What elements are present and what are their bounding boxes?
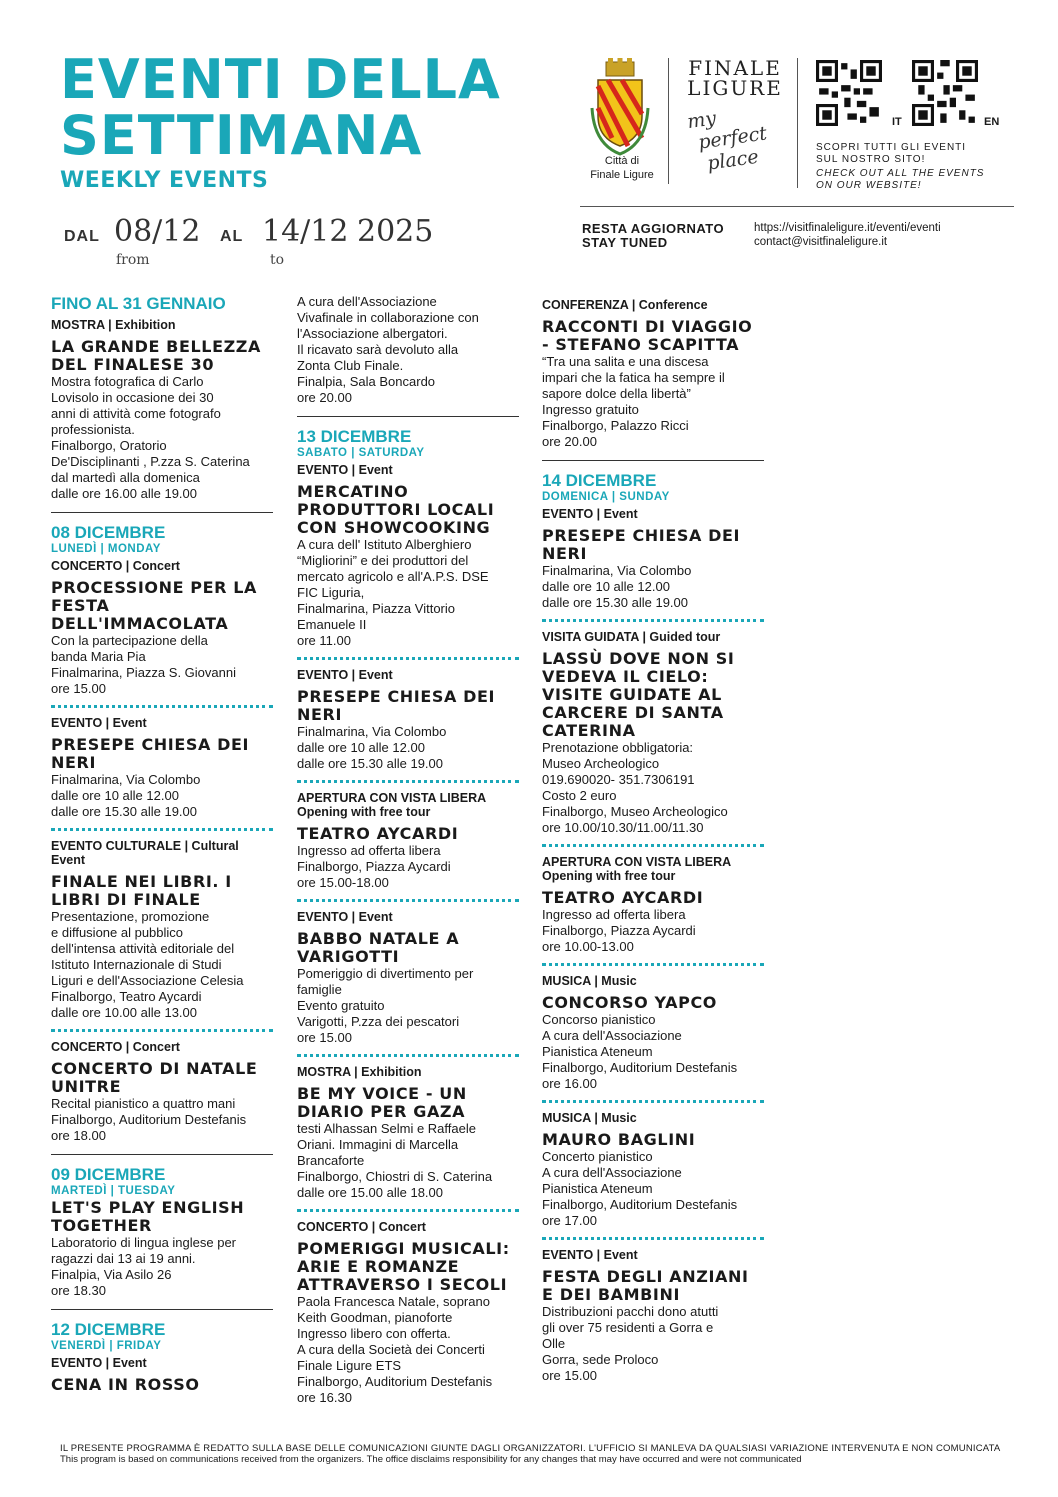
event-detail: dell'intensa attività editoriale del	[51, 941, 235, 956]
citta-line2: Finale Ligure	[590, 169, 654, 181]
event-detail: A cura dell'Associazione	[297, 294, 437, 309]
event-detail: dalle ore 10 alle 12.00	[542, 579, 670, 594]
event-detail: Finalborgo, Teatro Aycardi	[51, 989, 202, 1004]
event-detail: Gorra, sede Proloco	[542, 1352, 659, 1367]
date-heading: 12 DICEMBRE	[51, 1320, 166, 1339]
event-title: RACCONTI DI VIAGGIO - STEFANO SCAPITTA	[542, 317, 753, 354]
event-detail: dal martedì alla domenica	[51, 470, 200, 485]
disclaimer-it: IL PRESENTE PROGRAMMA È REDATTO SULLA BASE DELLE COMUNICAZIONI GIUNTE DAGLI ORGANIZZATORI. L'UFFICIO SI MANLEVA DA QUALSIASI VARIAZIONE INTERVENUTA E NON COMUNICATA	[60, 1443, 1001, 1454]
event-detail: Finalborgo, Piazza Aycardi	[297, 859, 451, 874]
event-title: LA GRANDE BELLEZZA DEL FINALESE 30	[51, 337, 261, 374]
event-item	[542, 855, 764, 955]
event-detail: Finalborgo, Auditorium Destefanis	[297, 1374, 493, 1389]
event-detail: ore 18.00	[51, 1128, 106, 1143]
event-detail: Distribuzioni pacchi dono atutti	[542, 1304, 719, 1319]
qr-it-label: IT	[892, 116, 902, 128]
event-detail: ore 11.00	[297, 633, 351, 648]
page-title-line1: EVENTI DELLA	[60, 48, 501, 111]
event-category: EVENTO | Event	[542, 1248, 638, 1262]
event-detail: ore 10.00-13.00	[542, 939, 634, 954]
event-category: MOSTRA | Exhibition	[297, 1065, 422, 1079]
event-detail: 019.690020- 351.7306191	[542, 772, 695, 787]
dal-label: DAL	[64, 228, 100, 245]
event-divider	[51, 1029, 273, 1032]
logo-tagline	[686, 97, 794, 176]
finale-ligure-logo	[680, 58, 790, 98]
scopri-text	[816, 142, 966, 166]
header-divider-2	[797, 58, 798, 188]
email-link[interactable]: contact@visitfinaleligure.it	[754, 236, 888, 248]
event-title: CONCORSO YAPCO	[542, 993, 718, 1012]
day-heading: VENERDÌ | FRIDAY	[51, 1340, 162, 1352]
event-category: MUSICA | Music	[542, 1111, 637, 1125]
date-header	[51, 1320, 273, 1352]
event-detail: l'Associazione albergatori.	[297, 326, 448, 341]
event-detail: Vivafinale in collaborazione con	[297, 310, 479, 325]
header-divider	[668, 58, 669, 184]
event-detail: Varigotti, P.zza dei pescatori	[297, 1014, 460, 1029]
section-divider	[51, 1154, 273, 1155]
event-detail: FIC Liguria,	[297, 585, 365, 600]
event-detail: Ingresso ad offerta libera	[542, 907, 686, 922]
event-title: BE MY VOICE - UN DIARIO PER GAZA	[297, 1084, 467, 1121]
event-divider	[51, 828, 273, 831]
event-detail: Ingresso libero con offerta.	[297, 1326, 451, 1341]
event-detail: ore 15.00-18.00	[297, 875, 389, 890]
event-detail: Finalmarina, Via Colombo	[51, 772, 201, 787]
event-category: APERTURA CON VISTA LIBERA Opening with free tour	[297, 791, 486, 819]
header-rule	[580, 206, 1014, 207]
day-heading: DOMENICA | SUNDAY	[542, 491, 670, 503]
logo-tag2: perfect	[696, 122, 769, 154]
date-to: 14/12	[262, 214, 349, 249]
event-item	[297, 294, 519, 406]
event-detail: Ingresso ad offerta libera	[297, 843, 441, 858]
event-detail: Laboratorio di lingua inglese per	[51, 1235, 237, 1250]
event-title: PRESEPE CHIESA DEI NERI	[297, 687, 496, 724]
logo-line2: LIGURE	[687, 76, 783, 100]
date-header	[51, 523, 273, 555]
event-detail: Olle	[542, 1336, 566, 1351]
event-detail: dalle ore 10.00 alle 13.00	[51, 1005, 198, 1020]
event-detail: Emanuele II	[297, 617, 367, 632]
event-detail: Finalmarina, Piazza Vittorio	[297, 601, 455, 616]
event-item	[297, 910, 519, 1046]
event-detail: Museo Archeologico	[542, 756, 660, 771]
event-detail: mercato agricolo e all'A.P.S. DSE	[297, 569, 489, 584]
event-title: LASSÙ DOVE NON SI VEDEVA IL CIELO: VISITE GUIDATE AL CARCERE DI SANTA CATERINA	[542, 649, 735, 740]
event-category: CONCERTO | Concert	[51, 1040, 180, 1054]
event-detail: Prenotazione obbligatoria:	[542, 740, 694, 755]
event-detail: Zonta Club Finale.	[297, 358, 404, 373]
event-detail: Con la partecipazione della	[51, 633, 208, 648]
event-title: CENA IN ROSSO	[51, 1375, 200, 1394]
event-detail: Finalmarina, Piazza S. Giovanni	[51, 665, 236, 680]
events-column-1	[51, 294, 273, 1394]
event-title: BABBO NATALE A VARIGOTTI	[297, 929, 460, 966]
scopri-line1: SCOPRI TUTTI GLI EVENTI	[816, 142, 967, 153]
event-item	[542, 630, 764, 836]
event-item	[297, 1220, 519, 1406]
event-detail: dalle ore 16.00 alle 19.00	[51, 486, 198, 501]
event-title: MERCATINO PRODUTTORI LOCALI CON SHOWCOOKING	[297, 482, 495, 537]
section-divider	[297, 416, 519, 417]
event-detail: Concerto pianistico	[542, 1149, 653, 1164]
event-detail: ore 18.30	[51, 1283, 106, 1298]
event-detail: ore 20.00	[542, 434, 597, 449]
event-detail: Brancaforte	[297, 1153, 365, 1168]
logo-tag1: my	[685, 107, 718, 134]
to-label: to	[270, 252, 285, 268]
event-category: APERTURA CON VISTA LIBERA Opening with free tour	[542, 855, 731, 883]
event-item	[542, 1248, 764, 1384]
event-detail: Finale Ligure ETS	[297, 1358, 402, 1373]
event-item	[51, 318, 273, 502]
event-detail: Pianistica Ateneum	[542, 1181, 653, 1196]
event-category: VISITA GUIDATA | Guided tour	[542, 630, 721, 644]
event-detail: dalle ore 15.30 alle 19.00	[297, 756, 444, 771]
event-detail: gli over 75 residenti a Gorra e	[542, 1320, 714, 1335]
logo-tag3: place	[705, 145, 760, 175]
event-detail: Lovisolo in occasione dei 30	[51, 390, 214, 405]
event-detail: Finalmarina, Via Colombo	[542, 563, 692, 578]
event-item	[542, 507, 764, 611]
event-detail: testi Alhassan Selmi e Raffaele	[297, 1121, 476, 1136]
event-category: EVENTO | Event	[51, 1356, 147, 1370]
event-detail: ore 20.00	[297, 390, 352, 405]
event-title: POMERIGGI MUSICALI: ARIE E ROMANZE ATTRAVERSO I SECOLI	[297, 1239, 510, 1294]
event-detail: Finalpia, Via Asilo 26	[51, 1267, 172, 1282]
page-subtitle: WEEKLY EVENTS	[60, 168, 269, 193]
event-detail: professionista.	[51, 422, 135, 437]
event-title: TEATRO AYCARDI	[297, 824, 459, 843]
event-category: CONCERTO | Concert	[297, 1220, 426, 1234]
event-detail: ore 16.30	[297, 1390, 352, 1405]
event-detail: Finalborgo, Museo Archeologico	[542, 804, 728, 819]
event-divider	[542, 1100, 764, 1103]
event-title: MAURO BAGLINI	[542, 1130, 696, 1149]
event-detail: Presentazione, promozione	[51, 909, 210, 924]
event-title: PRESEPE CHIESA DEI NERI	[51, 735, 250, 772]
event-detail: sapore dolce della libertà”	[542, 386, 691, 401]
from-label: from	[116, 252, 150, 268]
day-heading: LUNEDÌ | MONDAY	[51, 543, 161, 555]
date-from: 08/12	[114, 214, 201, 249]
event-detail: A cura della Società dei Concerti	[297, 1342, 485, 1357]
checkout-line2: ON OUR WEBSITE!	[816, 180, 922, 191]
event-detail: Finalborgo, Auditorium Destefanis	[542, 1060, 738, 1075]
event-item	[51, 559, 273, 697]
event-item	[51, 716, 273, 820]
scopri-line2: SUL NOSTRO SITO!	[816, 154, 926, 165]
event-detail: anni di attività come fotografo	[51, 406, 221, 421]
event-detail: ore 15.00	[51, 681, 106, 696]
disclaimer-en: This program is based on communications received from the organizers. The office disclaims responsibility for any changes that may have occurred and were not communicated	[60, 1454, 802, 1465]
website-link[interactable]: https://visitfinaleligure.it/eventi/eventi	[754, 222, 941, 234]
event-divider	[297, 1209, 519, 1212]
date-heading: 08 DICEMBRE	[51, 523, 166, 542]
event-detail: Evento gratuito	[297, 998, 385, 1013]
event-divider	[542, 1237, 764, 1240]
event-item	[297, 668, 519, 772]
event-title: PROCESSIONE PER LA FESTA DELL'IMMACOLATA	[51, 578, 258, 633]
section-divider	[51, 1309, 273, 1310]
event-category: EVENTO | Event	[542, 507, 638, 521]
event-detail: dalle ore 10 alle 12.00	[51, 788, 179, 803]
contact-links	[754, 221, 941, 249]
event-item	[297, 1065, 519, 1201]
events-column-2	[297, 294, 519, 1406]
event-title: LET'S PLAY ENGLISH TOGETHER	[51, 1198, 245, 1235]
event-detail: Finalpia, Sala Boncardo	[297, 374, 436, 389]
event-detail: Oriani. Immagini di Marcella	[297, 1137, 459, 1152]
date-header	[51, 1165, 273, 1197]
event-divider	[542, 963, 764, 966]
event-detail: Pianistica Ateneum	[542, 1044, 653, 1059]
event-detail: De'Disciplinanti , P.zza S. Caterina	[51, 454, 250, 469]
event-divider	[297, 1054, 519, 1057]
event-detail: Costo 2 euro	[542, 788, 617, 803]
event-divider	[542, 619, 764, 622]
event-detail: ore 15.00	[297, 1030, 352, 1045]
event-detail: Recital pianistico a quattro mani	[51, 1096, 236, 1111]
event-detail: dalle ore 10 alle 12.00	[297, 740, 425, 755]
event-detail: Finalborgo, Chiostri di S. Caterina	[297, 1169, 493, 1184]
event-item	[51, 839, 273, 1021]
event-detail: “Migliorini” e dei produttori del	[297, 553, 469, 568]
event-category: EVENTO | Event	[297, 463, 393, 477]
city-name	[572, 154, 672, 182]
event-detail: Ingresso gratuito	[542, 402, 639, 417]
city-crest-icon	[588, 58, 652, 158]
event-divider	[297, 899, 519, 902]
event-item	[297, 791, 519, 891]
day-heading: SABATO | SATURDAY	[297, 447, 425, 459]
event-detail: Finalmarina, Via Colombo	[297, 724, 447, 739]
event-title: PRESEPE CHIESA DEI NERI	[542, 526, 741, 563]
date-header	[51, 294, 273, 314]
event-category: EVENTO | Event	[297, 668, 393, 682]
event-detail: ragazzi dai 13 ai 19 anni.	[51, 1251, 196, 1266]
event-detail: ore 15.00	[542, 1368, 597, 1383]
date-year: 2025	[357, 214, 434, 249]
event-detail: Finalborgo, Piazza Aycardi	[542, 923, 696, 938]
events-column-3	[542, 294, 764, 1384]
event-detail: Keith Goodman, pianoforte	[297, 1310, 453, 1325]
event-title: FINALE NEI LIBRI. I LIBRI DI FINALE	[51, 872, 232, 909]
event-title: TEATRO AYCARDI	[542, 888, 704, 907]
qr-code-it-icon[interactable]	[816, 60, 882, 126]
event-detail: Paola Francesca Natale, soprano	[297, 1294, 490, 1309]
date-heading: FINO AL 31 GENNAIO	[51, 294, 226, 313]
event-detail: dalle ore 15.00 alle 18.00	[297, 1185, 444, 1200]
event-detail: banda Maria Pia	[51, 649, 146, 664]
page-title-line2: SETTIMANA	[60, 104, 423, 167]
event-category: EVENTO CULTURALE | Cultural Event	[51, 839, 239, 867]
checkout-text	[816, 168, 984, 192]
event-category: EVENTO | Event	[51, 716, 147, 730]
event-item	[51, 1199, 273, 1299]
event-detail: dalle ore 15.30 alle 19.00	[542, 595, 689, 610]
resta-line2: STAY TUNED	[582, 235, 668, 250]
event-detail: Pomeriggio di divertimento per	[297, 966, 474, 981]
stay-tuned	[582, 222, 724, 250]
event-detail: ore 17.00	[542, 1213, 597, 1228]
event-detail: Finalborgo, Auditorium Destefanis	[51, 1112, 247, 1127]
date-header	[297, 427, 519, 459]
event-detail: Il ricavato sarà devoluto alla	[297, 342, 459, 357]
event-title: FESTA DEGLI ANZIANI E DEI BAMBINI	[542, 1267, 749, 1304]
event-item	[297, 463, 519, 649]
event-detail: A cura dell'Associazione	[542, 1028, 682, 1043]
qr-code-en-icon[interactable]	[912, 60, 978, 126]
event-detail: impari che la fatica ha sempre il	[542, 370, 725, 385]
date-heading: 09 DICEMBRE	[51, 1165, 166, 1184]
citta-line1: Città di	[604, 155, 640, 167]
event-detail: Liguri e dell'Associazione Celesia	[51, 973, 244, 988]
event-item	[51, 1356, 273, 1394]
event-detail: Istituto Internazionale di Studi	[51, 957, 222, 972]
event-detail: famiglie	[297, 982, 342, 997]
al-label: AL	[220, 228, 244, 245]
event-category: CONCERTO | Concert	[51, 559, 180, 573]
date-heading: 14 DICEMBRE	[542, 471, 657, 490]
event-detail: Finalborgo, Oratorio	[51, 438, 167, 453]
event-detail: Finalborgo, Palazzo Ricci	[542, 418, 689, 433]
event-detail: A cura dell' Istituto Alberghiero	[297, 537, 472, 552]
event-item	[542, 974, 764, 1092]
event-category: MOSTRA | Exhibition	[51, 318, 176, 332]
event-detail: Finalborgo, Auditorium Destefanis	[542, 1197, 738, 1212]
date-heading: 13 DICEMBRE	[297, 427, 412, 446]
event-title: CONCERTO DI NATALE UNITRE	[51, 1059, 258, 1096]
day-heading: MARTEDÌ | TUESDAY	[51, 1185, 176, 1197]
event-category: MUSICA | Music	[542, 974, 637, 988]
event-detail: “Tra una salita e una discesa	[542, 354, 709, 369]
event-category: EVENTO | Event	[297, 910, 393, 924]
event-item	[542, 298, 764, 450]
event-item	[542, 1111, 764, 1229]
event-detail: e diffusione al pubblico	[51, 925, 184, 940]
checkout-line1: CHECK OUT ALL THE EVENTS	[816, 168, 985, 179]
section-divider	[51, 512, 273, 513]
event-divider	[542, 844, 764, 847]
event-detail: dalle ore 15.30 alle 19.00	[51, 804, 198, 819]
logo-line1: FINALE	[688, 56, 782, 80]
event-divider	[51, 705, 273, 708]
event-detail: ore 16.00	[542, 1076, 597, 1091]
qr-en-label: EN	[984, 116, 1000, 128]
event-detail: ore 10.00/10.30/11.00/11.30	[542, 820, 704, 835]
event-detail: Mostra fotografica di Carlo	[51, 374, 204, 389]
event-detail: Concorso pianistico	[542, 1012, 656, 1027]
resta-line1: RESTA AGGIORNATO	[582, 221, 725, 236]
date-header	[542, 471, 764, 503]
event-item	[51, 1040, 273, 1144]
event-divider	[297, 780, 519, 783]
section-divider	[542, 460, 764, 461]
event-category: CONFERENZA | Conference	[542, 298, 708, 312]
event-divider	[297, 657, 519, 660]
event-detail: A cura dell'Associazione	[542, 1165, 682, 1180]
